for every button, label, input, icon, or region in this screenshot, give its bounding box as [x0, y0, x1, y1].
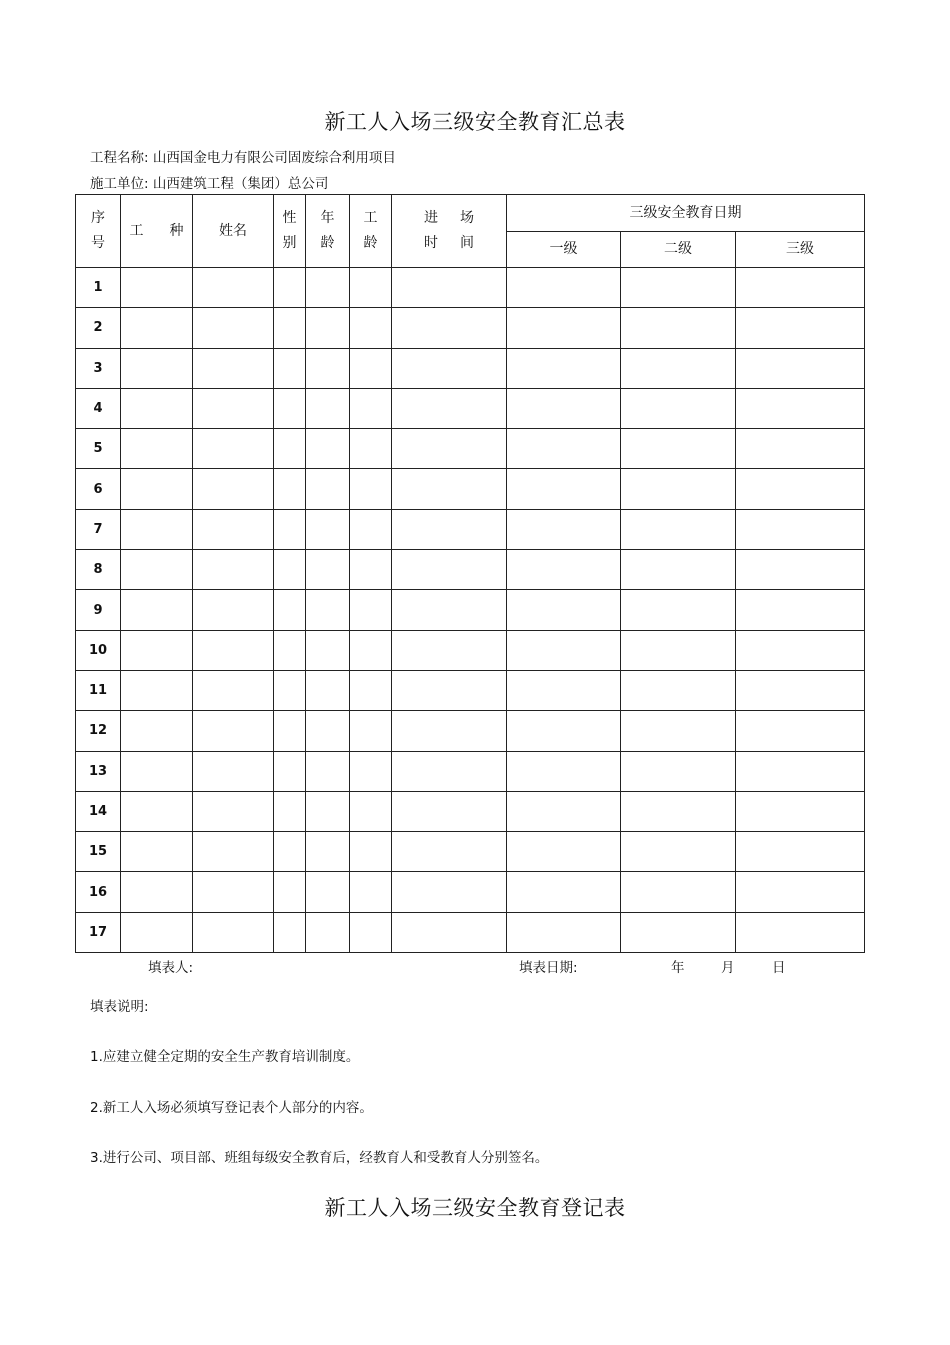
table-cell[interactable] [274, 590, 306, 630]
table-row [76, 268, 865, 308]
table-cell[interactable] [621, 268, 736, 308]
table-cell[interactable] [621, 832, 736, 872]
table-cell[interactable] [507, 469, 621, 509]
table-cell[interactable] [621, 429, 736, 469]
table-cell[interactable] [507, 832, 621, 872]
table-cell[interactable] [306, 509, 350, 549]
table-row [76, 630, 865, 670]
construction-unit-value: 山西建筑工程（集团）总公司 [152, 176, 329, 192]
filler-label: 填表人: [148, 960, 194, 976]
table-row [76, 872, 865, 912]
table-cell[interactable] [507, 308, 621, 348]
table-cell[interactable] [121, 348, 193, 388]
construction-unit-line [90, 172, 328, 192]
table-cell[interactable] [392, 348, 507, 388]
table-cell[interactable] [392, 751, 507, 791]
table-cell[interactable] [507, 429, 621, 469]
header-entry-time: 进 场 时 间 [392, 195, 507, 268]
table-cell[interactable] [274, 348, 306, 388]
table-cell[interactable] [392, 590, 507, 630]
table-cell[interactable] [621, 550, 736, 590]
row-number: 4 [76, 388, 121, 428]
table-row [76, 791, 865, 831]
table-cell[interactable] [507, 711, 621, 751]
table-cell[interactable] [121, 832, 193, 872]
table-cell[interactable] [621, 912, 736, 952]
table-cell[interactable] [306, 751, 350, 791]
notes-heading: 填表说明: [90, 999, 149, 1015]
table-cell[interactable] [193, 509, 274, 549]
table-cell[interactable] [121, 791, 193, 831]
table-cell[interactable] [306, 348, 350, 388]
table-cell[interactable] [621, 872, 736, 912]
table-cell[interactable] [121, 388, 193, 428]
table-cell[interactable] [507, 509, 621, 549]
header-seniority: 工 龄 [350, 195, 392, 268]
header-gender: 性 别 [274, 195, 306, 268]
row-number: 5 [76, 429, 121, 469]
table-cell[interactable] [392, 388, 507, 428]
table-cell[interactable] [507, 872, 621, 912]
table-cell[interactable] [306, 791, 350, 831]
table-cell[interactable] [392, 791, 507, 831]
project-name-line [90, 146, 396, 166]
table-cell[interactable] [121, 268, 193, 308]
table-cell[interactable] [736, 751, 865, 791]
table-cell[interactable] [121, 872, 193, 912]
table-cell[interactable] [507, 268, 621, 308]
table-row [76, 550, 865, 590]
table-cell[interactable] [392, 670, 507, 710]
table-cell[interactable] [306, 832, 350, 872]
table-cell[interactable] [121, 550, 193, 590]
table-cell[interactable] [621, 469, 736, 509]
table-cell[interactable] [350, 912, 392, 952]
day-label: 日 [772, 960, 786, 976]
table-cell[interactable] [736, 670, 865, 710]
header-trade: 工 种 [121, 195, 193, 268]
row-number: 1 [76, 268, 121, 308]
table-cell[interactable] [736, 348, 865, 388]
table-cell[interactable] [621, 791, 736, 831]
row-number: 11 [76, 670, 121, 710]
table-cell[interactable] [350, 348, 392, 388]
table-row [76, 469, 865, 509]
row-number: 2 [76, 308, 121, 348]
education-summary-table [75, 194, 865, 953]
table-cell[interactable] [736, 388, 865, 428]
table-cell[interactable] [392, 429, 507, 469]
table-cell[interactable] [507, 751, 621, 791]
header-level-1: 一级 [507, 232, 621, 268]
table-cell[interactable] [121, 308, 193, 348]
table-cell[interactable] [621, 751, 736, 791]
table-cell[interactable] [350, 872, 392, 912]
fill-date-label: 填表日期: [519, 960, 578, 976]
table-cell[interactable] [392, 912, 507, 952]
table-cell[interactable] [193, 550, 274, 590]
table-cell[interactable] [350, 751, 392, 791]
table-cell[interactable] [306, 469, 350, 509]
table-cell[interactable] [193, 469, 274, 509]
table-cell[interactable] [193, 630, 274, 670]
header-level-3: 三级 [736, 232, 865, 268]
table-cell[interactable] [621, 308, 736, 348]
header-age: 年 龄 [306, 195, 350, 268]
table-cell[interactable] [121, 429, 193, 469]
table-cell[interactable] [274, 550, 306, 590]
table-cell[interactable] [193, 308, 274, 348]
table-cell[interactable] [350, 469, 392, 509]
table-cell[interactable] [736, 791, 865, 831]
table-cell[interactable] [274, 912, 306, 952]
row-number: 17 [76, 912, 121, 952]
project-name-value: 山西国金电力有限公司固废综合利用项目 [152, 150, 396, 166]
table-cell[interactable] [193, 912, 274, 952]
table-cell[interactable] [193, 268, 274, 308]
table-cell[interactable] [621, 509, 736, 549]
table-cell[interactable] [736, 550, 865, 590]
table-cell[interactable] [507, 791, 621, 831]
table-cell[interactable] [350, 630, 392, 670]
row-number: 15 [76, 832, 121, 872]
table-cell[interactable] [392, 469, 507, 509]
table-cell[interactable] [621, 711, 736, 751]
table-row [76, 388, 865, 428]
table-cell[interactable] [274, 711, 306, 751]
table-cell[interactable] [274, 751, 306, 791]
row-number: 3 [76, 348, 121, 388]
table-cell[interactable] [621, 348, 736, 388]
table-cell[interactable] [306, 912, 350, 952]
table-cell[interactable] [736, 832, 865, 872]
table-cell[interactable] [507, 590, 621, 630]
table-cell[interactable] [274, 791, 306, 831]
row-number: 13 [76, 751, 121, 791]
table-cell[interactable] [121, 751, 193, 791]
table-cell[interactable] [350, 509, 392, 549]
table-cell[interactable] [306, 308, 350, 348]
table-cell[interactable] [274, 429, 306, 469]
header-education-date: 三级安全教育日期 [507, 195, 865, 232]
table-cell[interactable] [306, 550, 350, 590]
table-cell[interactable] [121, 711, 193, 751]
table-cell[interactable] [392, 268, 507, 308]
table-cell[interactable] [350, 832, 392, 872]
table-cell[interactable] [274, 388, 306, 428]
table-cell[interactable] [193, 388, 274, 428]
table-cell[interactable] [121, 590, 193, 630]
table-cell[interactable] [274, 509, 306, 549]
header-name: 姓名 [193, 195, 274, 268]
table-cell[interactable] [121, 469, 193, 509]
note-item: 1.应建立健全定期的安全生产教育培训制度。 [90, 1049, 360, 1065]
row-number: 7 [76, 509, 121, 549]
table-row [76, 832, 865, 872]
table-cell[interactable] [306, 670, 350, 710]
row-number: 14 [76, 791, 121, 831]
note-item: 2.新工人入场必须填写登记表个人部分的内容。 [90, 1100, 373, 1116]
table-cell[interactable] [392, 630, 507, 670]
table-cell[interactable] [350, 268, 392, 308]
table-cell[interactable] [736, 429, 865, 469]
table-cell[interactable] [507, 670, 621, 710]
table-cell[interactable] [306, 268, 350, 308]
table-row [76, 590, 865, 630]
note-item: 3.进行公司、项目部、班组每级安全教育后，经教育人和受教育人分别签名。 [90, 1150, 549, 1166]
table-cell[interactable] [193, 832, 274, 872]
table-row [76, 429, 865, 469]
table-cell[interactable] [736, 509, 865, 549]
table-cell[interactable] [306, 429, 350, 469]
table-cell[interactable] [121, 630, 193, 670]
construction-unit-label: 施工单位: [90, 176, 149, 192]
table-cell[interactable] [621, 388, 736, 428]
table-cell[interactable] [507, 912, 621, 952]
table-cell[interactable] [350, 429, 392, 469]
table-cell[interactable] [736, 268, 865, 308]
table-cell[interactable] [274, 268, 306, 308]
table-cell[interactable] [621, 670, 736, 710]
table-row [76, 912, 865, 952]
table-cell[interactable] [736, 872, 865, 912]
table-row [76, 509, 865, 549]
table-cell[interactable] [306, 630, 350, 670]
row-number: 6 [76, 469, 121, 509]
table-cell[interactable] [193, 872, 274, 912]
table-cell[interactable] [274, 308, 306, 348]
table-cell[interactable] [736, 308, 865, 348]
table-row [76, 308, 865, 348]
year-label: 年 [671, 960, 685, 976]
table-row [76, 348, 865, 388]
row-number: 9 [76, 590, 121, 630]
table-cell[interactable] [507, 388, 621, 428]
table-cell[interactable] [350, 670, 392, 710]
table-cell[interactable] [193, 711, 274, 751]
row-number: 8 [76, 550, 121, 590]
page-title: 新工人入场三级安全教育汇总表 [324, 110, 626, 134]
table-cell[interactable] [193, 791, 274, 831]
table-cell[interactable] [193, 751, 274, 791]
table-cell[interactable] [736, 711, 865, 751]
table-cell[interactable] [392, 711, 507, 751]
registration-form-title: 新工人入场三级安全教育登记表 [324, 1196, 626, 1220]
table-row [76, 711, 865, 751]
table-cell[interactable] [392, 550, 507, 590]
table-cell[interactable] [350, 791, 392, 831]
table-cell[interactable] [274, 872, 306, 912]
table-cell[interactable] [274, 832, 306, 872]
table-cell[interactable] [621, 630, 736, 670]
table-cell[interactable] [350, 308, 392, 348]
table-cell[interactable] [392, 832, 507, 872]
table-cell[interactable] [507, 630, 621, 670]
project-name-label: 工程名称: [90, 150, 149, 166]
table-cell[interactable] [350, 388, 392, 428]
table-cell[interactable] [306, 388, 350, 428]
table-cell[interactable] [121, 509, 193, 549]
table-cell[interactable] [274, 670, 306, 710]
table-cell[interactable] [193, 429, 274, 469]
table-cell[interactable] [306, 590, 350, 630]
table-cell[interactable] [193, 590, 274, 630]
table-cell[interactable] [306, 711, 350, 751]
row-number: 16 [76, 872, 121, 912]
header-seq: 序 号 [76, 195, 121, 268]
table-cell[interactable] [350, 590, 392, 630]
row-number: 10 [76, 630, 121, 670]
table-row [76, 670, 865, 710]
table-cell[interactable] [350, 711, 392, 751]
table-cell[interactable] [193, 348, 274, 388]
table-cell[interactable] [736, 912, 865, 952]
row-number: 12 [76, 711, 121, 751]
month-label: 月 [721, 960, 735, 976]
table-cell[interactable] [392, 308, 507, 348]
table-cell[interactable] [507, 550, 621, 590]
table-cell[interactable] [507, 348, 621, 388]
table-cell[interactable] [121, 670, 193, 710]
table-cell[interactable] [274, 469, 306, 509]
table-cell[interactable] [121, 912, 193, 952]
table-cell[interactable] [306, 872, 350, 912]
table-cell[interactable] [350, 550, 392, 590]
table-cell[interactable] [274, 630, 306, 670]
table-cell[interactable] [392, 509, 507, 549]
header-level-2: 二级 [621, 232, 736, 268]
table-cell[interactable] [193, 670, 274, 710]
table-row [76, 751, 865, 791]
table-cell[interactable] [736, 469, 865, 509]
table-cell[interactable] [392, 872, 507, 912]
table-cell[interactable] [736, 630, 865, 670]
table-cell[interactable] [736, 590, 865, 630]
table-cell[interactable] [621, 590, 736, 630]
